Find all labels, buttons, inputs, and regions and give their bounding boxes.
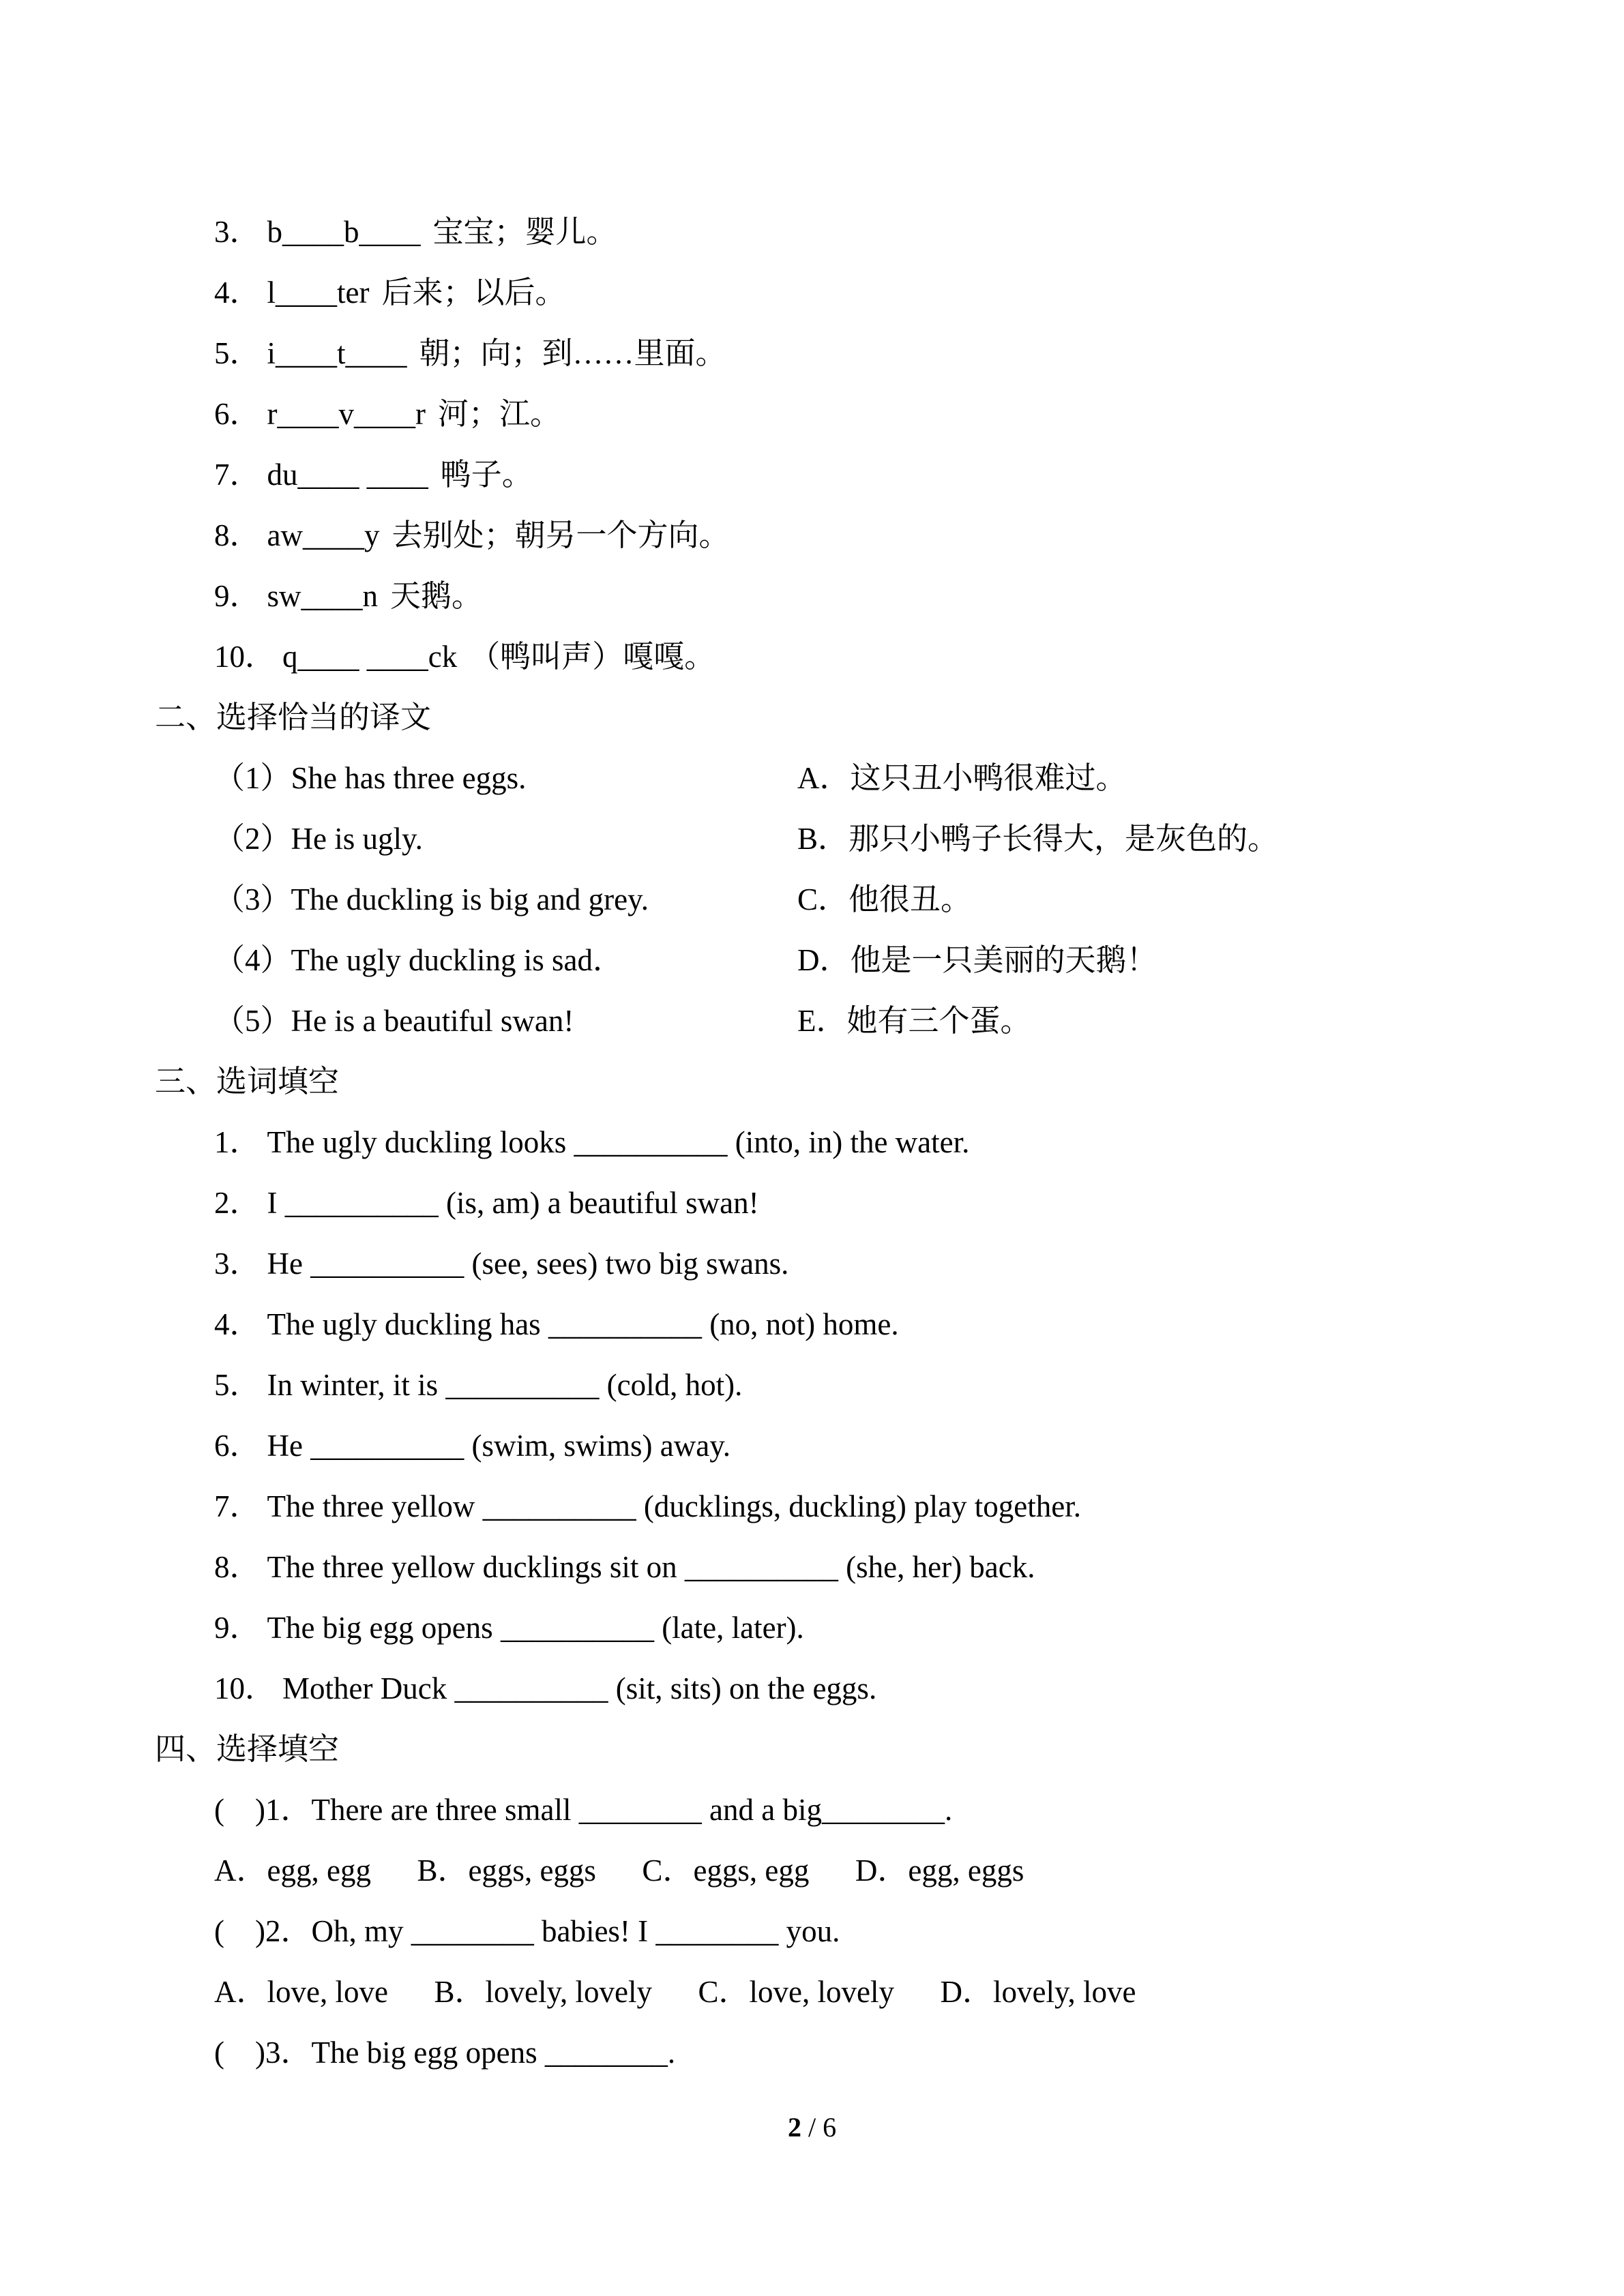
vocab-item-number: 4． — [214, 275, 261, 310]
word-choice-text: The ugly duckling has __________ (no, not) home. — [267, 1307, 899, 1341]
vocab-item-chinese: （鸭叫声）嘎嘎。 — [469, 640, 715, 674]
section3-heading: 三、选词填空 — [155, 1064, 340, 1099]
word-choice-text: He __________ (swim, swims) away. — [267, 1429, 731, 1463]
vocab-item-english: sw____n — [267, 579, 379, 613]
word-choice-number: 2． — [214, 1186, 261, 1220]
word-choice-item — [155, 1355, 1533, 1416]
word-choice-number: 10． — [214, 1671, 276, 1705]
word-choice-text: He __________ (see, sees) two big swans. — [267, 1247, 789, 1281]
word-choice-text: In winter, it is __________ (cold, hot). — [267, 1368, 743, 1402]
section4-heading: 四、选择填空 — [155, 1732, 340, 1766]
word-choice-text: The ugly duckling looks __________ (into, in) the water. — [267, 1125, 970, 1159]
translation-chinese-option: E．她有三个蛋。 — [797, 1004, 1031, 1038]
word-choice-text: Mother Duck __________ (sit, sits) on the eggs. — [282, 1671, 877, 1705]
translation-chinese-option: C．他很丑。 — [797, 882, 972, 916]
vocab-item-english: l____ter — [267, 275, 370, 310]
vocab-item-chinese: 宝宝；婴儿。 — [432, 215, 617, 249]
vocab-item-chinese: 去别处；朝另一个方向。 — [392, 518, 730, 552]
vocab-item — [155, 566, 1533, 627]
vocab-item — [155, 323, 1533, 384]
word-choice-item — [155, 1537, 1533, 1598]
word-choice-item — [155, 1294, 1533, 1355]
vocab-item-chinese: 鸭子。 — [440, 458, 533, 492]
word-choice-item — [155, 1598, 1533, 1658]
multiple-choice-options: A．egg, egg B．eggs, eggs C．eggs, egg D．egg, eggs — [214, 1853, 1024, 1888]
translation-chinese-option: A．这只丑小鸭很难过。 — [797, 761, 1127, 795]
word-choice-number: 5． — [214, 1368, 261, 1402]
translation-english: （5）He is a beautiful swan! — [214, 1004, 574, 1038]
vocab-item-number: 10． — [214, 640, 276, 674]
word-choice-item — [155, 1476, 1533, 1537]
translation-row — [155, 809, 1533, 869]
word-choice-text: The three yellow __________ (ducklings, duckling) play together. — [267, 1489, 1082, 1523]
vocab-item-english: i____t____ — [267, 336, 407, 370]
word-choice-number: 1． — [214, 1125, 261, 1159]
footer-total-pages: 6 — [823, 2112, 837, 2143]
vocab-item-english: r____v____r — [267, 397, 426, 431]
word-choice-number: 7． — [214, 1489, 261, 1523]
word-choice-item — [155, 1234, 1533, 1294]
page-footer — [0, 2111, 1624, 2145]
translation-english: （1）She has three eggs. — [214, 761, 527, 795]
vocab-item-number: 8． — [214, 518, 261, 552]
translation-chinese-option: B．那只小鸭子长得大，是灰色的。 — [797, 822, 1279, 856]
word-choice-text: I __________ (is, am) a beautiful swan! — [267, 1186, 759, 1220]
vocab-item-chinese: 河；江。 — [438, 397, 561, 431]
vocab-item-english: b____b____ — [267, 215, 421, 249]
vocab-item-english: aw____y — [267, 518, 380, 552]
word-choice-item — [155, 1416, 1533, 1476]
vocab-item-chinese: 朝；向；到……里面。 — [419, 336, 726, 370]
word-choice-text: The big egg opens __________ (late, later). — [267, 1611, 804, 1645]
footer-separator: / — [801, 2112, 823, 2143]
translation-row — [155, 869, 1533, 930]
vocab-item-chinese: 后来；以后。 — [381, 275, 566, 310]
multiple-choice-question: ( )2．Oh, my ________ babies! I ________ you. — [214, 1914, 840, 1948]
word-choice-number: 6． — [214, 1429, 261, 1463]
word-choice-number: 9． — [214, 1611, 261, 1645]
page-content — [155, 202, 1533, 2083]
vocab-item-chinese: 天鹅。 — [390, 579, 483, 613]
footer-current-page: 2 — [787, 2112, 801, 2143]
word-choice-text: The three yellow ducklings sit on __________ (she, her) back. — [267, 1550, 1035, 1584]
vocab-item-english: q____ ____ck — [282, 640, 458, 674]
vocab-item-number: 5． — [214, 336, 261, 370]
vocab-item-number: 9． — [214, 579, 261, 613]
vocab-item — [155, 505, 1533, 566]
word-choice-item — [155, 1173, 1533, 1234]
vocab-item — [155, 445, 1533, 505]
translation-english: （3）The duckling is big and grey. — [214, 882, 649, 916]
vocab-item — [155, 627, 1533, 687]
multiple-choice-question: ( )3．The big egg opens ________. — [214, 2036, 676, 2070]
word-choice-number: 4． — [214, 1307, 261, 1341]
vocab-item-number: 6． — [214, 397, 261, 431]
vocab-item — [155, 202, 1533, 263]
translation-row — [155, 748, 1533, 809]
translation-chinese-option: D．他是一只美丽的天鹅！ — [797, 943, 1157, 977]
vocab-item-number: 7． — [214, 458, 261, 492]
section2-heading: 二、选择恰当的译文 — [155, 700, 432, 734]
translation-row — [155, 930, 1533, 991]
translation-english: （4）The ugly duckling is sad． — [214, 943, 623, 977]
multiple-choice-options: A．love, love B．lovely, lovely C．love, lovely D．lovely, love — [214, 1975, 1136, 2009]
translation-english: （2）He is ugly. — [214, 822, 423, 856]
word-choice-item — [155, 1112, 1533, 1173]
vocab-item — [155, 384, 1533, 445]
vocab-item-english: du____ ____ — [267, 458, 428, 492]
multiple-choice-question: ( )1．There are three small ________ and a big________. — [214, 1793, 953, 1827]
word-choice-number: 8． — [214, 1550, 261, 1584]
vocab-item — [155, 263, 1533, 323]
translation-row — [155, 991, 1533, 1052]
vocab-item-number: 3． — [214, 215, 261, 249]
word-choice-number: 3． — [214, 1247, 261, 1281]
word-choice-item — [155, 1658, 1533, 1719]
